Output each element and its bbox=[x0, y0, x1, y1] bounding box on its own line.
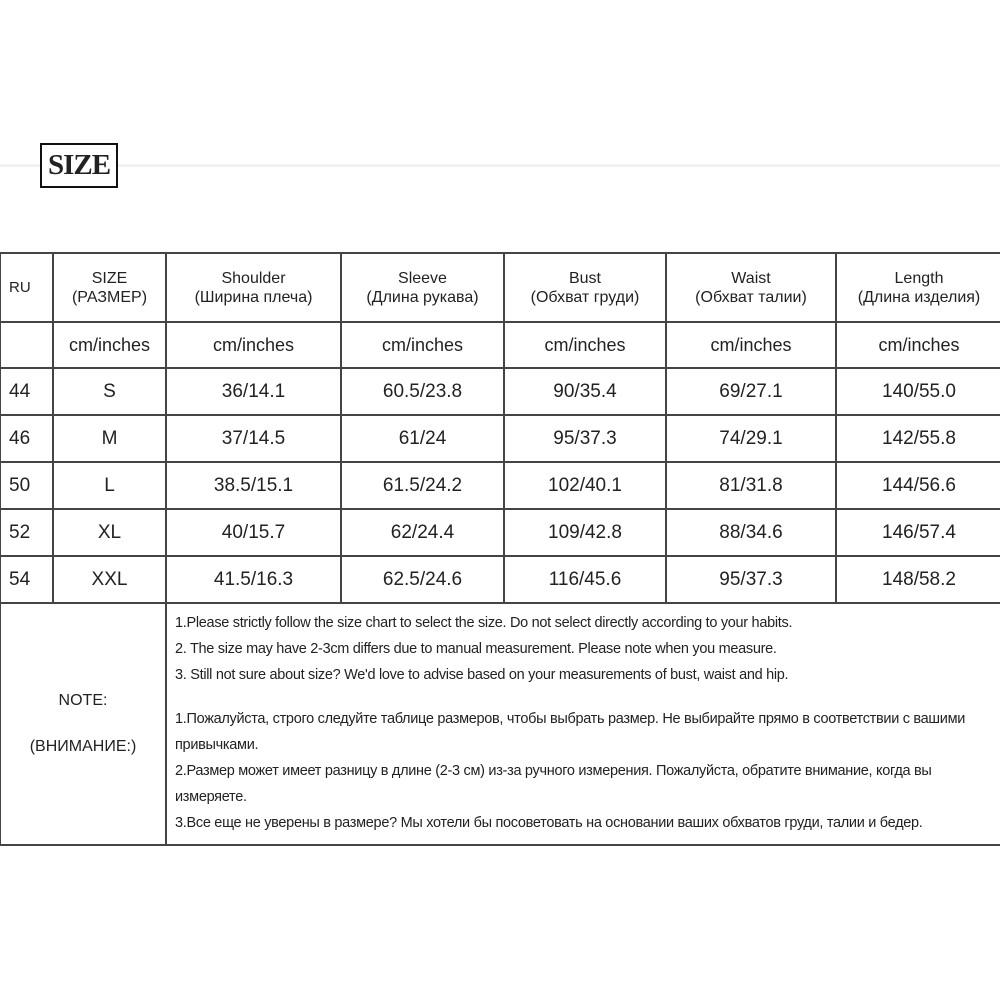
cell-bust: 90/35.4 bbox=[504, 368, 666, 415]
unit-cell: cm/inches bbox=[53, 322, 166, 368]
header-en: Shoulder bbox=[221, 269, 286, 287]
header-en: Waist bbox=[731, 269, 771, 287]
unit-cell: cm/inches bbox=[504, 322, 666, 368]
header-size bbox=[53, 253, 166, 322]
cell-waist: 74/29.1 bbox=[666, 415, 836, 462]
header-ru-text: (РАЗМЕР) bbox=[71, 288, 148, 306]
cell-ru: 50 bbox=[0, 462, 53, 509]
unit-cell: cm/inches bbox=[836, 322, 1000, 368]
header-ru-text: (Обхват талии) bbox=[695, 288, 807, 306]
header-sleeve bbox=[341, 253, 504, 322]
header-shoulder bbox=[166, 253, 341, 322]
cell-shoulder: 38.5/15.1 bbox=[166, 462, 341, 509]
header-bust bbox=[504, 253, 666, 322]
header-en: SIZE bbox=[91, 269, 128, 287]
cell-size: XXL bbox=[53, 556, 166, 603]
cell-sleeve: 60.5/23.8 bbox=[341, 368, 504, 415]
cell-ru: 46 bbox=[0, 415, 53, 462]
cell-sleeve: 61/24 bbox=[341, 415, 504, 462]
cell-waist: 95/37.3 bbox=[666, 556, 836, 603]
header-ru-text: (Ширина плеча) bbox=[194, 288, 313, 306]
unit-cell: cm/inches bbox=[341, 322, 504, 368]
cell-shoulder: 36/14.1 bbox=[166, 368, 341, 415]
header-en: Bust bbox=[568, 269, 601, 287]
table-row bbox=[0, 368, 1000, 415]
cell-bust: 116/45.6 bbox=[504, 556, 666, 603]
cell-size: XL bbox=[53, 509, 166, 556]
cell-waist: 81/31.8 bbox=[666, 462, 836, 509]
size-chart-table bbox=[0, 252, 1000, 846]
header-waist bbox=[666, 253, 836, 322]
table-row bbox=[0, 509, 1000, 556]
divider-line bbox=[0, 164, 1000, 167]
note-label-ru: (ВНИМАНИЕ:) bbox=[29, 738, 137, 755]
cell-size: S bbox=[53, 368, 166, 415]
cell-ru: 54 bbox=[0, 556, 53, 603]
header-en: Sleeve bbox=[398, 269, 447, 287]
table-row bbox=[0, 556, 1000, 603]
cell-sleeve: 61.5/24.2 bbox=[341, 462, 504, 509]
note-label-en: NOTE: bbox=[58, 692, 108, 709]
cell-length: 146/57.4 bbox=[836, 509, 1000, 556]
cell-sleeve: 62/24.4 bbox=[341, 509, 504, 556]
note-en-2: 2. The size may have 2-3cm differs due to manual measurement. Please note when you measure. bbox=[175, 641, 777, 657]
size-logo: SIZE bbox=[40, 143, 118, 188]
cell-bust: 95/37.3 bbox=[504, 415, 666, 462]
note-en-3: 3. Still not sure about size? We'd love to advise based on your measurements of bust, waist and hip. bbox=[175, 667, 789, 683]
cell-bust: 102/40.1 bbox=[504, 462, 666, 509]
header-row bbox=[0, 253, 1000, 322]
table-row bbox=[0, 415, 1000, 462]
cell-sleeve: 62.5/24.6 bbox=[341, 556, 504, 603]
header-length bbox=[836, 253, 1000, 322]
note-ru-2: 2.Размер может имеет разницу в длине (2-3 см) из-за ручного измерения. Пожалуйста, обратите внимание, когда вы измеряете. bbox=[175, 763, 932, 805]
cell-size: M bbox=[53, 415, 166, 462]
note-ru-3: 3.Все еще не уверены в размере? Мы хотели бы посоветовать на основании ваших обхватов груди, талии и бедер. bbox=[175, 815, 923, 831]
cell-length: 140/55.0 bbox=[836, 368, 1000, 415]
units-row bbox=[0, 322, 1000, 368]
notes-text bbox=[166, 603, 1000, 845]
cell-ru: 52 bbox=[0, 509, 53, 556]
notes-row bbox=[0, 603, 1000, 845]
header-en: Length bbox=[894, 269, 944, 287]
cell-length: 142/55.8 bbox=[836, 415, 1000, 462]
note-label bbox=[0, 603, 166, 845]
header-ru: RU bbox=[0, 253, 53, 322]
cell-ru: 44 bbox=[0, 368, 53, 415]
cell-shoulder: 37/14.5 bbox=[166, 415, 341, 462]
cell-shoulder: 41.5/16.3 bbox=[166, 556, 341, 603]
table-row bbox=[0, 462, 1000, 509]
cell-length: 144/56.6 bbox=[836, 462, 1000, 509]
note-en-1: 1.Please strictly follow the size chart to select the size. Do not select directly according to your habits. bbox=[175, 615, 793, 631]
header-ru-text: (Обхват груди) bbox=[530, 288, 640, 306]
empty-cell bbox=[0, 322, 53, 368]
cell-size: L bbox=[53, 462, 166, 509]
cell-shoulder: 40/15.7 bbox=[166, 509, 341, 556]
header-ru-text: (Длина изделия) bbox=[857, 288, 981, 306]
unit-cell: cm/inches bbox=[666, 322, 836, 368]
cell-waist: 69/27.1 bbox=[666, 368, 836, 415]
cell-bust: 109/42.8 bbox=[504, 509, 666, 556]
unit-cell: cm/inches bbox=[166, 322, 341, 368]
cell-length: 148/58.2 bbox=[836, 556, 1000, 603]
header-ru-text: (Длина рукава) bbox=[366, 288, 479, 306]
note-ru-1: 1.Пожалуйста, строго следуйте таблице размеров, чтобы выбрать размер. Не выбирайте прямо в соответствии с вашими привычками. bbox=[175, 711, 966, 753]
cell-waist: 88/34.6 bbox=[666, 509, 836, 556]
